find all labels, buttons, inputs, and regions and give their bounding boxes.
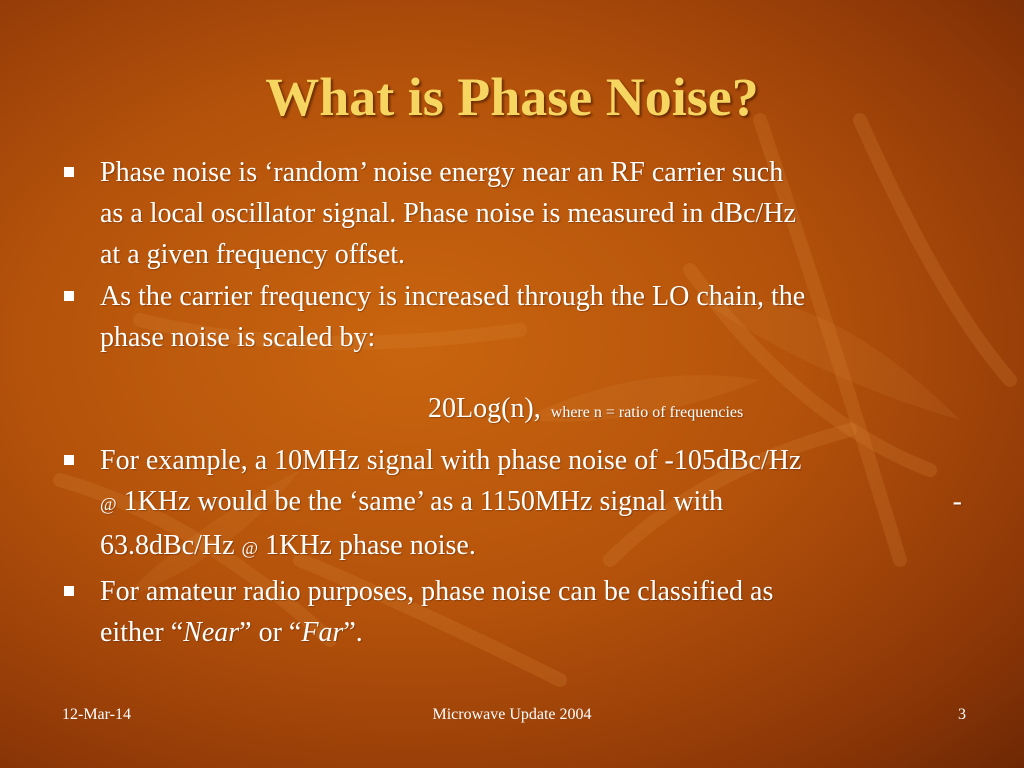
square-bullet-icon: [64, 455, 74, 465]
bullet-text: ” or “: [239, 617, 302, 648]
bullet-text: 63.8dBc/Hz: [100, 530, 242, 561]
at-symbol: @: [100, 494, 117, 514]
formula-note: where n = ratio of frequencies: [550, 404, 744, 421]
bullet-text: either “: [100, 617, 184, 648]
bullet-line: [100, 525, 1010, 569]
bullet-line: [100, 481, 962, 525]
bullet-line: Phase noise is ‘random’ noise energy near an RF carrier such: [100, 157, 784, 188]
square-bullet-icon: [64, 167, 74, 177]
bullet-line: [100, 612, 1010, 653]
bullet-line: as a local oscillator signal. Phase noise is measured in dBc/Hz: [100, 198, 796, 229]
bullet-item: [62, 440, 1010, 564]
slide-body: [62, 152, 972, 648]
slide-title: What is Phase Noise?: [265, 67, 759, 127]
bullet-item: [62, 152, 972, 276]
bullet-text: 1KHz phase noise.: [258, 530, 476, 561]
formula: [428, 388, 743, 433]
bullet-text: ”.: [343, 617, 363, 648]
bullet-line: phase noise is scaled by:: [100, 322, 376, 353]
footer-date: 12-Mar-14: [62, 706, 131, 723]
formula-main: 20Log(n),: [428, 393, 541, 424]
emphasis-near: Near: [183, 617, 240, 648]
bullet-line: at a given frequency offset.: [100, 239, 406, 270]
bullet-text: 1KHz would be the ‘same’ as a 1150MHz signal with: [116, 486, 724, 517]
footer-title: Microwave Update 2004: [432, 706, 592, 723]
emphasis-far: Far: [301, 617, 344, 648]
bullet-item: [62, 276, 972, 358]
bullet-text: -: [952, 486, 962, 517]
at-symbol: @: [241, 538, 259, 558]
bullet-item: [62, 571, 1010, 653]
bullet-line: For example, a 10MHz signal with phase noise of -105dBc/Hz: [100, 445, 802, 476]
bullet-line: As the carrier frequency is increased through the LO chain, the: [100, 281, 806, 312]
slide-number: 3: [958, 706, 966, 723]
bullet-line: For amateur radio purposes, phase noise can be classified as: [100, 576, 774, 607]
square-bullet-icon: [64, 586, 74, 596]
square-bullet-icon: [64, 291, 74, 301]
